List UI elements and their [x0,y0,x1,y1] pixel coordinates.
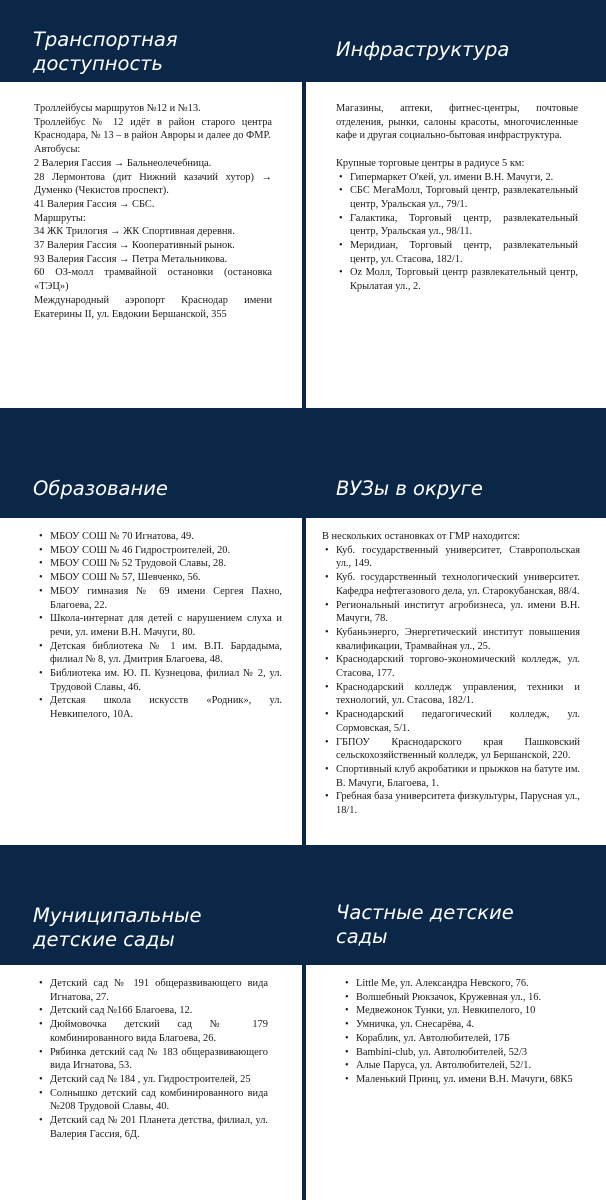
transport-line: Троллейбусы маршрутов №12 и №13. [34,103,201,114]
transport-line: Маршруты: [34,212,86,224]
university-item: • ГБПОУ Краснодарского края Пашковский сельскохозяйственный колледж, ул Бершанской, 220. [322,736,580,763]
education-item: • МБОУ СОШ № 46 Гидростроителей, 20. [36,544,282,558]
university-item: • Гребная база университета физкультуры, Парусная ул., 18/1. [322,790,580,817]
university-item: • Краснодарский педагогический колледж, ул. Сормовская, 5/1. [322,708,580,735]
education-title: Образование [33,477,168,500]
private-list [342,977,578,1087]
education-item: • МБОУ СОШ № 52 Трудовой Славы, 28. [36,557,282,571]
infrastructure-subtitle: Крупные торговые центры в радиусе 5 км: [336,157,525,169]
kindergartens-section [0,895,606,1200]
municipal-kindergarten-item: • Детский сад № 201 Планета детства, филиал, ул. Валерия Гассия, 6Д. [36,1114,268,1141]
university-item: • Краснодарский колледж управления, техники и технологий, ул. Стасова, 182/1. [322,681,580,708]
university-item: • Региональный институт агробизнеса, ул. имени В.Н. Мачуги, 78. [322,599,580,626]
transport-line: 2 Валерия Гассия → Бальнеолечебница. [34,157,212,169]
private-kindergarten-item: • Little Me, ул. Александра Невского, 76. [342,977,578,991]
municipal-kindergarten-item: • Рябинка детский сад № 183 общеразвивающего вида Игнатова, 53. [36,1046,268,1073]
education-item: • Детская библиотека № 1 им. В.П. Бардадыма, филиал № 8, ул. Дмитрия Благоева, 48. [36,640,282,667]
private-title: Частные детские сады [336,901,514,948]
private-kindergarten-item: • Волшебный Рюкзачок, Кружевная ул., 16. [342,991,578,1005]
education-panel [0,518,302,845]
transport-line: 93 Валерия Гассия → Петра Метальникова. [34,253,228,265]
transport-line: Международный аэропорт Краснодар имени Екатерины II, ул. Евдокии Бершанской, 355 [34,294,272,320]
education-item: • МБОУ гимназия № 69 имени Сергея Пахно, Благоева, 22. [36,585,282,612]
municipal-list [36,977,268,1141]
university-item: • Краснодарский торгово-экономический колледж, ул. Стасова, 177. [322,653,580,680]
municipal-header [0,904,303,966]
university-item: • Куб. государственный технологический университет. Кафедра нефтегазового дела, ул. Старокубанская, 88/4. [322,571,580,598]
municipal-title: Муниципальные детские сады [33,904,202,951]
infrastructure-item: • Меридиан, Торговый центр, развлекательный центр, ул. Стасова, 182/1. [336,239,578,266]
municipal-panel [0,965,302,1200]
education-item: • МБОУ СОШ № 57, Шевченко, 56. [36,571,282,585]
transport-line: 28 Лермонтова (дит Нижний казачий хутор) → Думенко (Чекистов проспект). [34,171,272,197]
transport-lines [34,102,272,321]
private-panel [306,965,606,1200]
education-universities-section [0,455,606,845]
education-item: • Библиотека им. Ю. П. Кузнецова, филиал № 2, ул. Трудовой Славы, 46. [36,667,282,694]
transport-title: Транспортная доступность [33,28,178,75]
universities-panel [306,518,606,845]
education-item: • МБОУ СОШ № 70 Игнатова, 49. [36,530,282,544]
universities-title: ВУЗы в округе [336,477,483,500]
private-kindergarten-item: • Bambini-club, ул. Автолюбителей, 52/3 [342,1046,578,1060]
transport-panel [0,82,302,408]
education-list [36,530,282,722]
universities-intro: В нескольких остановках от ГМР находится: [322,531,521,542]
private-header [303,901,606,963]
municipal-kindergarten-item: • Солнышко детский сад комбинированного вида №208 Трудовой Славы, 40. [36,1087,268,1114]
municipal-kindergarten-item: • Детский сад № 184 , ул. Гидростроителей, 25 [36,1073,268,1087]
infrastructure-item: • Гипермаркет О'кей, ул. имени В.Н. Мачуги, 2. [336,171,578,185]
infrastructure-item: • СБС МегаМолл, Торговый центр, развлекательный центр, Уральская ул., 79/1. [336,184,578,211]
infrastructure-list [336,171,578,294]
transport-header [0,28,303,90]
infrastructure-item: • Oz Молл, Торговый центр развлекательный центр, Крылатая ул., 2. [336,266,578,293]
municipal-kindergarten-item: • Дюймовочка детский сад № 179 комбинированного вида Благоева, 26. [36,1018,268,1045]
transport-line: Автобусы: [34,144,81,156]
private-kindergarten-item: • Кораблик, ул. Автолюбителей, 17Б [342,1032,578,1046]
university-item: • Спортивный клуб акробатики и прыжков на батуте им. В. Мачуги, Благоева, 1. [322,763,580,790]
private-kindergarten-item: • Маленький Принц, ул. имени В.Н. Мачуги, 68К5 [342,1073,578,1087]
private-kindergarten-item: • Медвежонок Тунки, ул. Невкипелого, 10 [342,1004,578,1018]
transport-line: Троллейбус № 12 идёт в район старого центра Краснодара, № 13 – в район Авроры и далее до ФМР. [34,116,272,142]
transport-line: 34 ЖК Трилогия → ЖК Спортивная деревня. [34,226,235,238]
infrastructure-intro: Магазины, аптеки, фитнес-центры, почтовые отделения, рынки, салоны красоты, многочисленные кафе и другая социально-бытовая инфраструктура. [336,103,578,142]
education-item: • Детская школа искусств «Родник», ул. Невкипелого, 10А. [36,694,282,721]
transport-line: 60 ОЗ-молл трамвайной остановки (остановка «ТЭЦ») [34,267,272,293]
education-item: • Школа-интернат для детей с нарушением слуха и речи, ул. имени В.Н. Мачуги, 80. [36,612,282,639]
universities-list [322,544,580,818]
university-item: • Куб. государственный университет, Ставропольская ул., 149. [322,544,580,571]
transport-line: 41 Валерия Гассия → СБС. [34,198,155,210]
private-kindergarten-item: • Умничка, ул. Снесарёва, 4. [342,1018,578,1032]
transport-infrastructure-section [0,0,606,410]
municipal-kindergarten-item: • Детский сад № 191 общеразвивающего вида Игнатова, 27. [36,977,268,1004]
transport-line: 37 Валерия Гассия → Кооперативный рынок. [34,240,235,252]
private-kindergarten-item: • Алые Паруса, ул. Автолюбителей, 52/1. [342,1059,578,1073]
infrastructure-item: • Галактика, Торговый центр, развлекательный центр, Уральская ул., 98/11. [336,212,578,239]
university-item: • Кубаньэнерго, Энергетический институт повышения квалификации, Трамвайная ул., 25. [322,626,580,653]
infrastructure-title: Инфраструктура [336,38,510,61]
municipal-kindergarten-item: • Детский сад №166 Благоева, 12. [36,1004,268,1018]
infrastructure-panel [306,82,606,408]
